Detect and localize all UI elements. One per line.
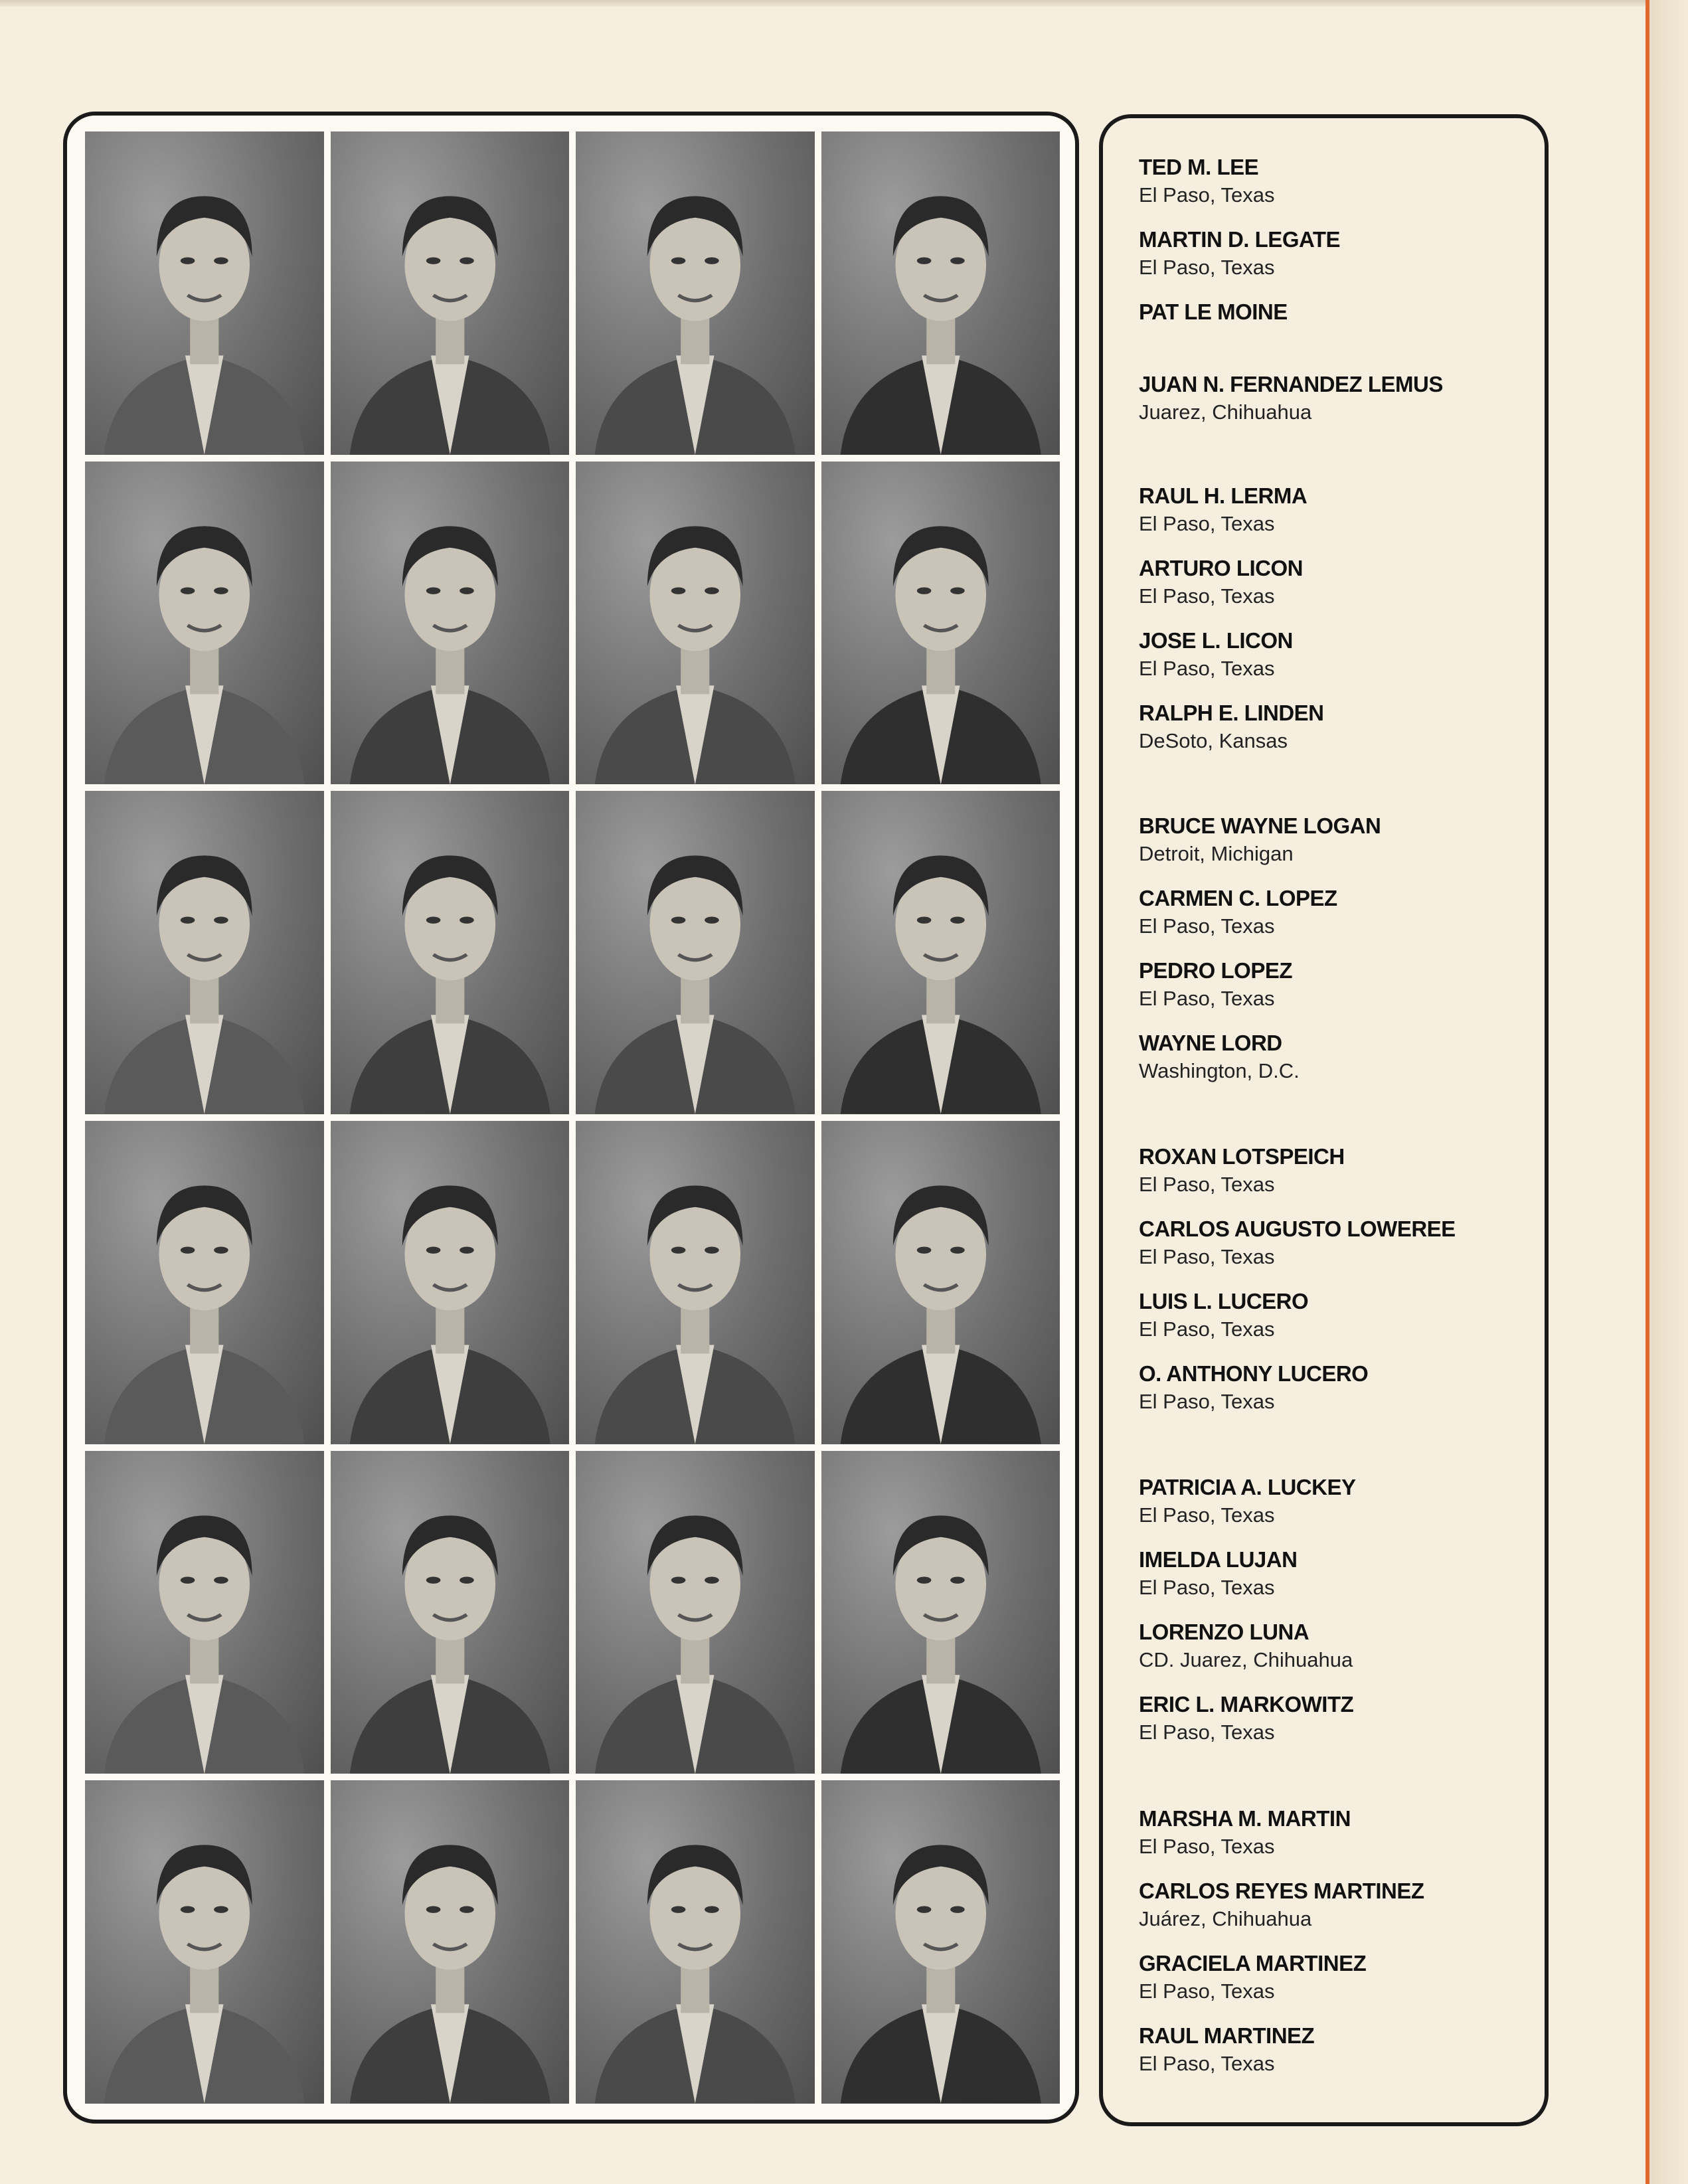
portrait-photo bbox=[85, 131, 324, 455]
portrait-photo bbox=[85, 1451, 324, 1774]
page-top-edge bbox=[0, 0, 1688, 7]
person-hometown: CD. Juarez, Chihuahua bbox=[1139, 1648, 1353, 1671]
person-hometown: El Paso, Texas bbox=[1139, 1576, 1275, 1599]
portrait-photo bbox=[576, 462, 815, 785]
person-name: CARMEN C. LOPEZ bbox=[1139, 886, 1337, 910]
person-hometown: El Paso, Texas bbox=[1139, 657, 1275, 680]
name-entry bbox=[1139, 1618, 1537, 1673]
person-hometown: El Paso, Texas bbox=[1139, 1317, 1275, 1341]
name-entry bbox=[1139, 2021, 1537, 2077]
portrait-photo bbox=[331, 131, 570, 455]
person-hometown: El Paso, Texas bbox=[1139, 512, 1275, 535]
name-entry bbox=[1139, 1215, 1537, 1270]
name-entry bbox=[1139, 1287, 1537, 1343]
person-hometown: Washington, D.C. bbox=[1139, 1059, 1300, 1082]
portrait-photo bbox=[331, 1451, 570, 1774]
person-name: IMELDA LUJAN bbox=[1139, 1547, 1298, 1572]
portrait-photo bbox=[331, 1121, 570, 1444]
person-name: BRUCE WAYNE LOGAN bbox=[1139, 813, 1381, 838]
person-hometown: Juarez, Chihuahua bbox=[1139, 400, 1312, 424]
person-hometown: El Paso, Texas bbox=[1139, 1979, 1275, 2003]
person-hometown: El Paso, Texas bbox=[1139, 1245, 1275, 1268]
name-entry bbox=[1139, 1359, 1537, 1415]
person-name: RAUL MARTINEZ bbox=[1139, 2023, 1315, 2048]
person-name: ARTURO LICON bbox=[1139, 556, 1303, 580]
name-entry bbox=[1139, 699, 1537, 754]
name-entry bbox=[1139, 1142, 1537, 1198]
name-entry bbox=[1139, 811, 1537, 867]
portrait-photo bbox=[821, 462, 1060, 785]
person-name: O. ANTHONY LUCERO bbox=[1139, 1361, 1369, 1386]
person-name: ROXAN LOTSPEICH bbox=[1139, 1144, 1345, 1169]
person-hometown: El Paso, Texas bbox=[1139, 2052, 1275, 2075]
person-hometown: El Paso, Texas bbox=[1139, 183, 1275, 207]
name-entry bbox=[1139, 1690, 1537, 1746]
person-name: JOSE L. LICON bbox=[1139, 628, 1293, 653]
person-name: RAUL H. LERMA bbox=[1139, 483, 1308, 508]
person-hometown: El Paso, Texas bbox=[1139, 1503, 1275, 1527]
name-entry bbox=[1139, 626, 1537, 682]
person-name: CARLOS REYES MARTINEZ bbox=[1139, 1879, 1424, 1903]
name-entry bbox=[1139, 153, 1537, 209]
portrait-photo bbox=[331, 462, 570, 785]
person-hometown: El Paso, Texas bbox=[1139, 1721, 1275, 1744]
person-name: WAYNE LORD bbox=[1139, 1031, 1282, 1055]
portrait-photo bbox=[821, 131, 1060, 455]
portrait-photo bbox=[576, 1451, 815, 1774]
portrait-photo bbox=[576, 1780, 815, 2104]
person-name: MARTIN D. LEGATE bbox=[1139, 227, 1341, 252]
portrait-photo bbox=[821, 791, 1060, 1114]
person-name: JUAN N. FERNANDEZ LEMUS bbox=[1139, 372, 1443, 396]
person-name: MARSHA M. MARTIN bbox=[1139, 1806, 1351, 1831]
name-entry bbox=[1139, 884, 1537, 940]
person-name: RALPH E. LINDEN bbox=[1139, 701, 1324, 725]
person-name: TED M. LEE bbox=[1139, 155, 1259, 179]
person-hometown: El Paso, Texas bbox=[1139, 1173, 1275, 1196]
name-entry bbox=[1139, 225, 1537, 281]
person-name: GRACIELA MARTINEZ bbox=[1139, 1951, 1367, 1975]
portrait-photo bbox=[331, 1780, 570, 2104]
person-hometown: El Paso, Texas bbox=[1139, 584, 1275, 608]
person-hometown: El Paso, Texas bbox=[1139, 1390, 1275, 1413]
person-name: ERIC L. MARKOWITZ bbox=[1139, 1692, 1354, 1717]
name-entry bbox=[1139, 1877, 1537, 1932]
name-entry bbox=[1139, 370, 1537, 426]
person-name: PATRICIA A. LUCKEY bbox=[1139, 1475, 1356, 1499]
portrait-photo bbox=[576, 1121, 815, 1444]
person-name: PEDRO LOPEZ bbox=[1139, 958, 1293, 983]
person-hometown: El Paso, Texas bbox=[1139, 987, 1275, 1010]
portrait-photo bbox=[85, 462, 324, 785]
portrait-grid bbox=[85, 131, 1060, 2104]
portrait-photo bbox=[85, 1780, 324, 2104]
person-name: LORENZO LUNA bbox=[1139, 1620, 1309, 1644]
person-hometown: El Paso, Texas bbox=[1139, 1835, 1275, 1858]
name-entry bbox=[1139, 1473, 1537, 1529]
person-hometown: El Paso, Texas bbox=[1139, 256, 1275, 279]
portrait-photo bbox=[821, 1121, 1060, 1444]
portrait-photo bbox=[576, 791, 815, 1114]
name-entry bbox=[1139, 554, 1537, 610]
portrait-photo bbox=[331, 791, 570, 1114]
person-name: LUIS L. LUCERO bbox=[1139, 1289, 1309, 1313]
person-name: PAT LE MOINE bbox=[1139, 299, 1288, 324]
name-entry bbox=[1139, 1804, 1537, 1860]
name-entry bbox=[1139, 1949, 1537, 2005]
portrait-photo bbox=[821, 1451, 1060, 1774]
person-hometown: DeSoto, Kansas bbox=[1139, 729, 1288, 752]
person-name: CARLOS AUGUSTO LOWEREE bbox=[1139, 1217, 1456, 1241]
name-entry bbox=[1139, 481, 1537, 537]
portrait-photo bbox=[576, 131, 815, 455]
portrait-photo bbox=[821, 1780, 1060, 2104]
portrait-photo bbox=[85, 791, 324, 1114]
person-hometown: Juárez, Chihuahua bbox=[1139, 1907, 1312, 1930]
person-hometown: El Paso, Texas bbox=[1139, 914, 1275, 938]
name-entry bbox=[1139, 1029, 1537, 1084]
name-entry bbox=[1139, 956, 1537, 1012]
portrait-photo bbox=[85, 1121, 324, 1444]
name-entry bbox=[1139, 297, 1537, 327]
person-hometown: Detroit, Michigan bbox=[1139, 842, 1294, 865]
page-gutter-shade bbox=[1649, 0, 1688, 2184]
name-entry bbox=[1139, 1545, 1537, 1601]
